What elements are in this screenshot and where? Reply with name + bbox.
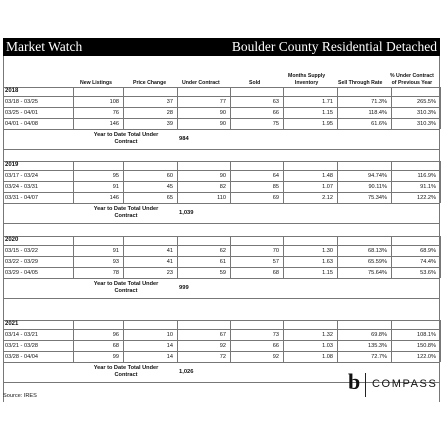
cell-sell-through: 69.8%: [371, 331, 387, 338]
cell-new-listings: 108: [109, 98, 119, 105]
cell-new-listings: 91: [112, 183, 119, 190]
year-label: 2021: [5, 321, 19, 327]
cell-months-supply: 1.08: [322, 353, 333, 360]
cell-price-change: 14: [166, 342, 173, 349]
ytd-label-line2: Contract: [114, 139, 138, 145]
cell-price-change: 23: [166, 269, 173, 276]
cell-week: 03/31 - 04/07: [5, 194, 38, 201]
cell-new-listings: 93: [112, 258, 119, 265]
cell-price-change: 41: [166, 247, 173, 254]
cell-pct-prev-year: 53.6%: [420, 269, 436, 276]
cell-week: 03/28 - 04/04: [5, 353, 38, 360]
cell-sell-through: 75.34%: [368, 194, 387, 201]
cell-sell-through: 94.74%: [368, 172, 387, 179]
cell-months-supply: 1.95: [322, 120, 333, 127]
cell-sold: 68: [272, 269, 279, 276]
cell-under-contract: 67: [219, 331, 226, 338]
cell-sell-through: 71.3%: [371, 98, 387, 105]
cell-week: 03/22 - 03/29: [5, 258, 38, 265]
column-rule: [440, 87, 441, 129]
cell-months-supply: 1.48: [322, 172, 333, 179]
cell-new-listings: 146: [109, 120, 119, 127]
cell-pct-prev-year: 310.3%: [417, 109, 436, 116]
ytd-label-line2: Contract: [114, 288, 138, 294]
col-months-supply-line1: Months Supply: [288, 73, 326, 79]
cell-sold: 73: [272, 331, 279, 338]
col-sell-through: Sell Through Rate: [338, 79, 383, 86]
cell-pct-prev-year: 116.9%: [417, 172, 436, 179]
cell-under-contract: 90: [219, 120, 226, 127]
cell-sold: 57: [272, 258, 279, 265]
cell-under-contract: 90: [219, 172, 226, 179]
cell-price-change: 37: [166, 98, 173, 105]
cell-pct-prev-year: 122.2%: [417, 194, 436, 201]
cell-sell-through: 61.6%: [371, 120, 387, 127]
brand-name: COMPASS: [372, 378, 438, 390]
table-frame: [3, 56, 440, 402]
cell-week: 03/15 - 03/22: [5, 247, 38, 254]
cell-new-listings: 76: [112, 109, 119, 116]
cell-sold: 85: [272, 183, 279, 190]
cell-under-contract: 110: [217, 194, 226, 201]
cell-sold: 75: [272, 120, 279, 127]
year-label: 2018: [5, 88, 19, 94]
cell-months-supply: 2.12: [322, 194, 333, 201]
cell-sell-through: 65.59%: [368, 258, 387, 265]
cell-sold: 64: [272, 172, 279, 179]
col-pct-line1: % Under Contract: [390, 73, 434, 79]
cell-sold: 66: [272, 109, 279, 116]
col-pct-line2: of Previous Year: [391, 79, 433, 86]
cell-week: 03/14 - 03/21: [5, 331, 38, 338]
cell-under-contract: 82: [219, 183, 226, 190]
cell-months-supply: 1.30: [322, 247, 333, 254]
cell-pct-prev-year: 150.8%: [417, 342, 436, 349]
cell-pct-prev-year: 108.1%: [417, 331, 436, 338]
ytd-label-line1: Year to Date Total Under: [93, 281, 159, 287]
cell-sell-through: 118.4%: [368, 109, 387, 116]
cell-pct-prev-year: 310.3%: [417, 120, 436, 127]
cell-pct-prev-year: 122.0%: [417, 353, 436, 360]
cell-sold: 92: [272, 353, 279, 360]
cell-price-change: 10: [166, 331, 173, 338]
cell-pct-prev-year: 68.9%: [420, 247, 436, 254]
cell-new-listings: 146: [109, 194, 119, 201]
cell-week: 03/25 - 04/01: [5, 109, 38, 116]
cell-sell-through: 68.13%: [368, 247, 387, 254]
ytd-value: 999: [179, 285, 189, 291]
cell-under-contract: 61: [219, 258, 226, 265]
cell-price-change: 39: [166, 120, 173, 127]
cell-price-change: 45: [166, 183, 173, 190]
cell-months-supply: 1.15: [322, 109, 333, 116]
cell-under-contract: 92: [219, 342, 226, 349]
ytd-value: 1,039: [179, 210, 194, 216]
ytd-label-line2: Contract: [114, 372, 138, 378]
cell-under-contract: 72: [219, 353, 226, 360]
cell-months-supply: 1.71: [322, 98, 333, 105]
cell-under-contract: 77: [219, 98, 226, 105]
cell-new-listings: 78: [112, 269, 119, 276]
cell-under-contract: 62: [219, 247, 226, 254]
cell-pct-prev-year: 265.5%: [417, 98, 436, 105]
title-bar: [3, 38, 440, 56]
cell-sell-through: 90.11%: [368, 183, 387, 190]
cell-sold: 70: [272, 247, 279, 254]
ytd-value: 984: [179, 136, 189, 142]
cell-months-supply: 1.15: [322, 269, 333, 276]
logo-divider: [365, 373, 366, 397]
cell-sell-through: 135.3%: [368, 342, 387, 349]
report-title: Market Watch: [6, 39, 83, 54]
year-label: 2019: [5, 162, 19, 168]
cell-months-supply: 1.03: [322, 342, 333, 349]
column-rule: [440, 161, 441, 203]
cell-new-listings: 95: [112, 172, 119, 179]
col-price-change: Price Change: [133, 79, 167, 86]
cell-price-change: 41: [166, 258, 173, 265]
cell-week: 03/21 - 03/28: [5, 342, 38, 349]
ytd-label-line1: Year to Date Total Under: [93, 206, 159, 212]
ytd-label-line1: Year to Date Total Under: [93, 365, 159, 371]
logo-mark: b: [348, 369, 361, 394]
cell-sell-through: 72.7%: [371, 353, 387, 360]
year-label: 2020: [5, 237, 19, 243]
ytd-label-line2: Contract: [114, 213, 138, 219]
cell-price-change: 60: [166, 172, 173, 179]
column-rule: [440, 236, 441, 278]
cell-week: 03/17 - 03/24: [5, 172, 38, 179]
cell-new-listings: 91: [112, 247, 119, 254]
cell-new-listings: 68: [112, 342, 119, 349]
cell-price-change: 28: [166, 109, 173, 116]
cell-new-listings: 99: [112, 353, 119, 360]
cell-sold: 66: [272, 342, 279, 349]
cell-months-supply: 1.07: [322, 183, 333, 190]
cell-pct-prev-year: 91.1%: [420, 183, 436, 190]
cell-pct-prev-year: 74.4%: [420, 258, 436, 265]
cell-week: 04/01 - 04/08: [5, 120, 38, 127]
cell-week: 03/18 - 03/25: [5, 98, 38, 105]
ytd-value: 1,026: [179, 369, 194, 375]
cell-week: 03/29 - 04/05: [5, 269, 38, 276]
cell-week: 03/24 - 03/31: [5, 183, 38, 190]
col-under-contract: Under Contract: [182, 79, 220, 86]
cell-under-contract: 90: [219, 109, 226, 116]
source-note: Source: IRES: [3, 393, 37, 399]
col-months-supply-line2: Inventory: [294, 79, 319, 86]
cell-sell-through: 75.64%: [368, 269, 387, 276]
column-rule: [440, 320, 441, 362]
report-subtitle: Boulder County Residential Detached: [231, 39, 437, 54]
ytd-label-line1: Year to Date Total Under: [93, 132, 159, 138]
cell-sold: 63: [272, 98, 279, 105]
cell-months-supply: 1.32: [322, 331, 333, 338]
col-sold: Sold: [249, 79, 261, 86]
cell-new-listings: 96: [112, 331, 119, 338]
cell-price-change: 65: [166, 194, 173, 201]
cell-price-change: 14: [166, 353, 173, 360]
cell-under-contract: 59: [219, 269, 226, 276]
cell-months-supply: 1.63: [322, 258, 333, 265]
col-new-listings: New Listings: [80, 79, 112, 86]
cell-sold: 69: [272, 194, 279, 201]
